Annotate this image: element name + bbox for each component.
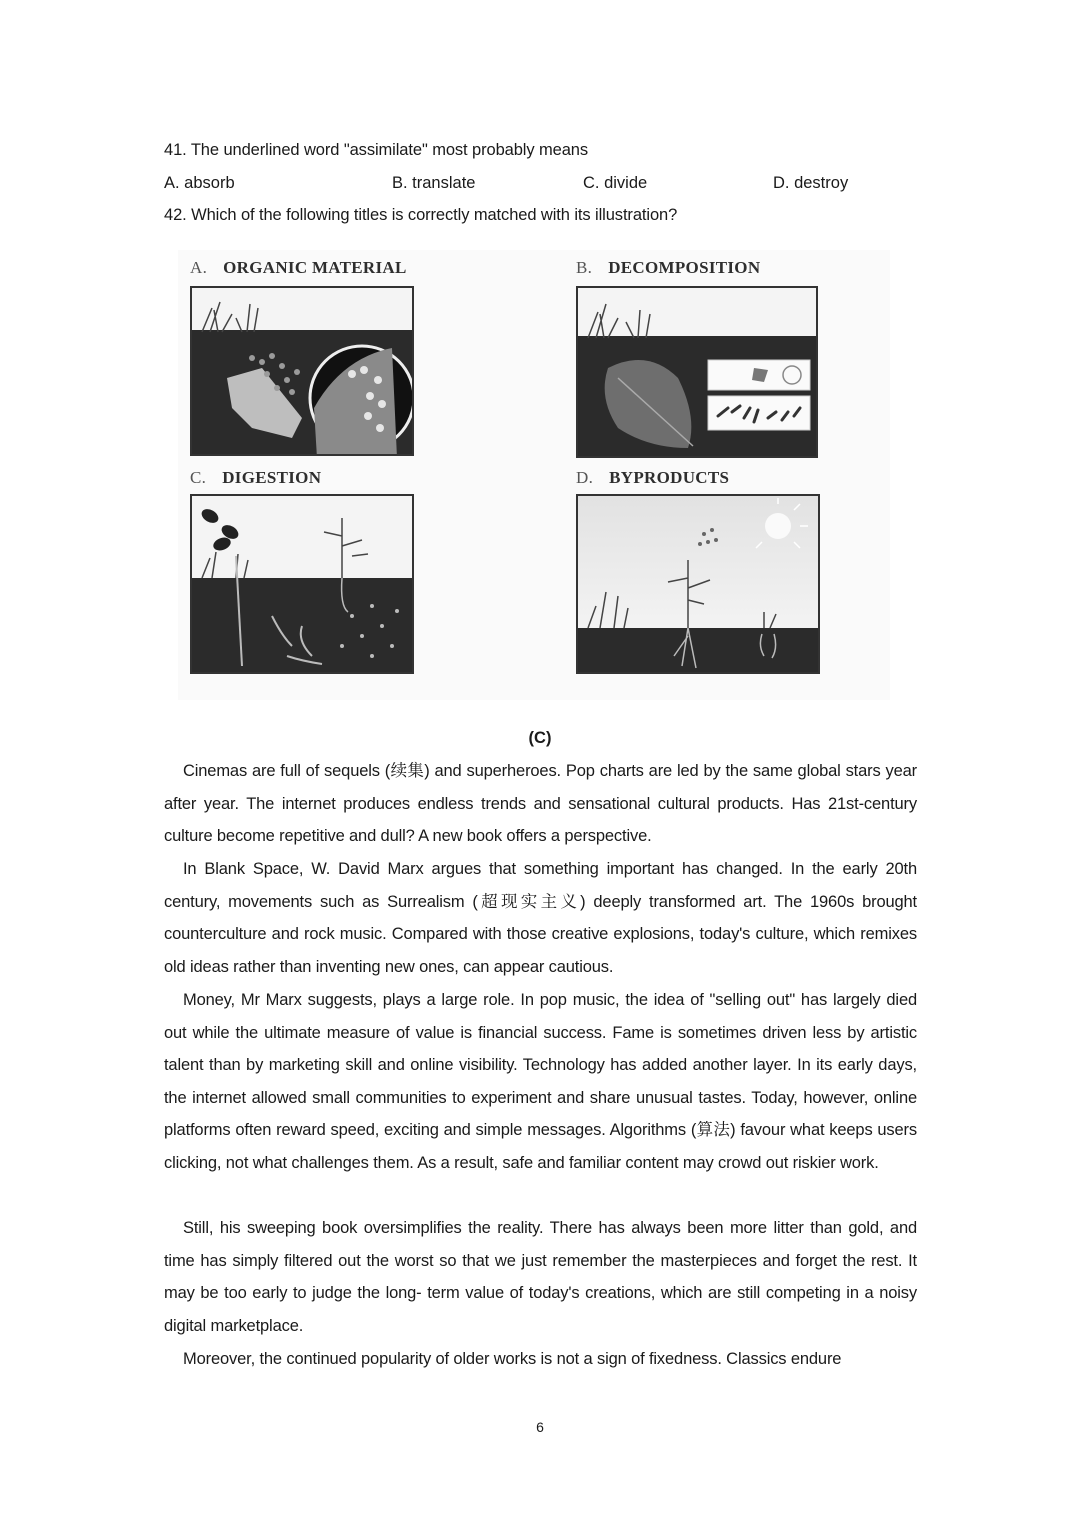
panel-b-illustration: [576, 286, 818, 458]
passage-paragraph-2: In Blank Space, W. David Marx argues that something important has changed. In the early 20th century, movements such as Surrealism (超现实主义) deeply transformed art. The 1960s brought counterculture and rock music. Compared with those creative explosions, today's culture, which remixes old ideas rather than inventing new ones, can appear cautious.: [164, 860, 917, 976]
passage-paragraph-3: Money, Mr Marx suggests, plays a large role. In pop music, the idea of "selling out" has largely died out while the ultimate measure of value is financial success. Fame is sometimes driven less by artistic talent than by marketing skill and online visibility. Technology has added another layer. In its early days, the internet allowed small communities to experiment and share unusual tastes. Today, however, online platforms often reward speed, exciting and simple messages. Algorithms (算法) favour what keeps users clicking, not what challenges them. As a result, safe and familiar content may crowd out riskier work.: [164, 991, 917, 1172]
decomposition-illustration: [578, 288, 818, 458]
question-41-option-a: A. absorb: [164, 174, 235, 192]
panel-b-letter: B.: [576, 258, 593, 277]
question-42-stem: 42. Which of the following titles is correctly matched with its illustration?: [164, 206, 678, 224]
passage-paragraph-1: Cinemas are full of sequels (续集) and superheroes. Pop charts are led by the same global stars year after year. The internet produces endless trends and sensational cultural products. Has 21st-century culture become repetitive and dull? A new book offers a perspective.: [164, 762, 917, 846]
panel-c-label: DIGESTION: [222, 468, 322, 487]
digestion-illustration: [192, 496, 414, 674]
question-41-stem: 41. The underlined word "assimilate" most probably means: [164, 141, 589, 159]
passage-paragraph-4: Still, his sweeping book oversimplifies the reality. There has always been more litter than gold, and time has simply filtered out the worst so that we just remember the masterpieces and forget the rest. It may be too early to judge the long- term value of today's creations, which are still competing in a noisy digital marketplace.: [164, 1219, 917, 1335]
panel-d-illustration: [576, 494, 820, 674]
passage-heading: (C): [528, 729, 552, 747]
page-number: 6: [536, 1419, 544, 1435]
question-41-option-c: C. divide: [583, 174, 648, 192]
illustration-figure: [178, 250, 890, 700]
panel-c-title: [190, 468, 321, 488]
question-41-option-b: B. translate: [392, 174, 476, 192]
panel-d-letter: D.: [576, 468, 594, 487]
panel-b-label: DECOMPOSITION: [608, 258, 761, 277]
panel-a-letter: A.: [190, 258, 208, 277]
panel-a-label: ORGANIC MATERIAL: [223, 258, 407, 277]
passage-paragraph-5: Moreover, the continued popularity of older works is not a sign of fixedness. Classics endure: [183, 1350, 842, 1368]
panel-c-illustration: [190, 494, 414, 674]
panel-d-title: [576, 468, 729, 488]
organic-material-illustration: [192, 288, 414, 456]
panel-a-illustration: [190, 286, 414, 456]
panel-c-letter: C.: [190, 468, 207, 487]
panel-a-title: [190, 258, 407, 278]
byproducts-illustration: [578, 496, 820, 674]
question-41-option-d: D. destroy: [773, 174, 849, 192]
panel-b-title: [576, 258, 760, 278]
panel-d-label: BYPRODUCTS: [609, 468, 730, 487]
